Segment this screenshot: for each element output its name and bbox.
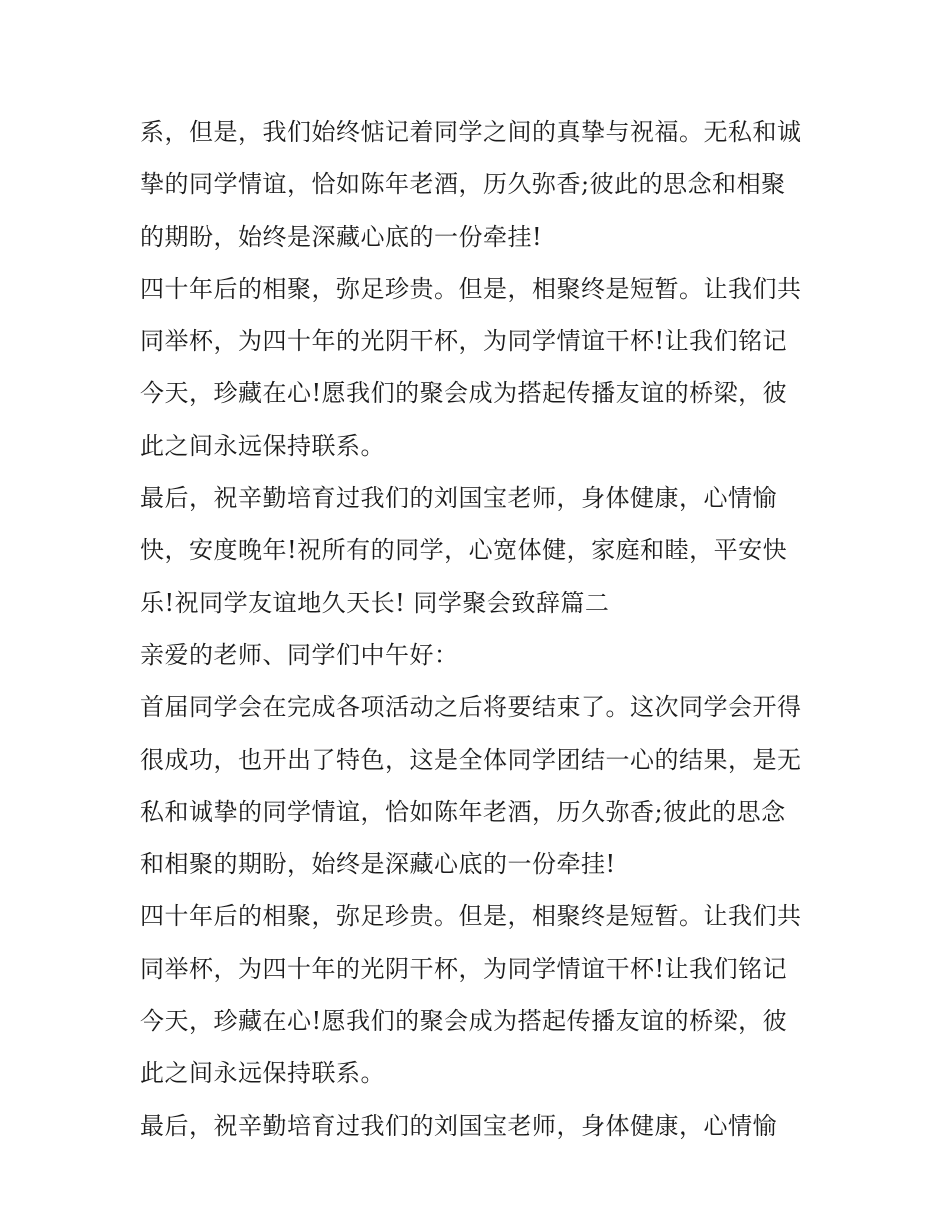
text-line: 最后，祝辛勤培育过我们的刘国宝老师，身体健康，心情愉: [140, 1111, 777, 1140]
text-line: 四十年后的相聚，弥足珍贵。但是，相聚终是短暂。让我们共: [140, 902, 802, 931]
text-line: 首届同学会在完成各项活动之后将要结束了。这次同学会开得: [140, 693, 802, 722]
text-line: 系，但是，我们始终惦记着同学之间的真挚与祝福。无私和诚: [140, 118, 802, 146]
text-line: 乐!祝同学友谊地久天长! 同学聚会致辞篇二: [140, 588, 610, 617]
text-line: 同举杯，为四十年的光阴干杯，为同学情谊干杯!让我们铭记: [140, 327, 788, 356]
text-line: 很成功，也开出了特色，这是全体同学团结一心的结果，是无: [140, 745, 802, 774]
text-line: 此之间永远保持联系。: [140, 431, 385, 460]
text-line: 亲爱的老师、同学们中午好：: [140, 640, 459, 669]
text-line: 私和诚挚的同学情谊，恰如陈年老酒，历久弥香;彼此的思念: [140, 797, 786, 826]
text-line: 和相聚的期盼，始终是深藏心底的一份牵挂!: [140, 850, 616, 879]
text-line: 今天，珍藏在心!愿我们的聚会成为搭起传播友谊的桥梁，彼: [140, 1007, 788, 1036]
text-line: 此之间永远保持联系。: [140, 1059, 385, 1088]
text-line: 四十年后的相聚，弥足珍贵。但是，相聚终是短暂。让我们共: [140, 274, 802, 303]
document-body: [140, 106, 820, 1152]
text-line: 挚的同学情谊，恰如陈年老酒，历久弥香;彼此的思念和相聚: [140, 170, 786, 199]
text-line: 快，安度晚年!祝所有的同学，心宽体健，家庭和睦，平安快: [140, 536, 788, 565]
text-line: 的期盼，始终是深藏心底的一份牵挂!: [140, 222, 543, 251]
text-line: 最后，祝辛勤培育过我们的刘国宝老师，身体健康，心情愉: [140, 484, 777, 513]
text-line: 同举杯，为四十年的光阴干杯，为同学情谊干杯!让我们铭记: [140, 954, 788, 983]
text-line: 今天，珍藏在心!愿我们的聚会成为搭起传播友谊的桥梁，彼: [140, 379, 788, 408]
